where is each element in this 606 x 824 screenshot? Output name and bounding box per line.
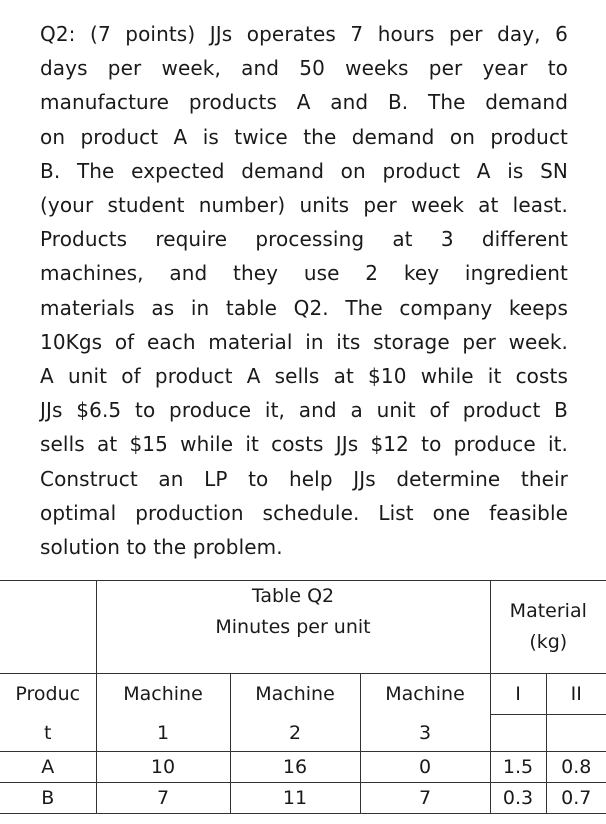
question-line: 10Kgs of each material in its storage per week. (40, 329, 568, 354)
question-line: manufacture products A and B. The demand (40, 90, 568, 115)
machine-2-number: 2 (230, 715, 360, 752)
machine-2-cell: 16 (230, 752, 360, 783)
machine-3-cell: 7 (360, 783, 490, 814)
table-corner-cell (0, 581, 96, 644)
material-1-cell: 0.3 (490, 783, 546, 814)
machine-1-number: 1 (96, 715, 230, 752)
product-cell: A (0, 752, 96, 783)
material-1-cell: 1.5 (490, 752, 546, 783)
machine-3-cell: 0 (360, 752, 490, 783)
table-caption-cell (96, 581, 490, 644)
table-empty-cell (490, 715, 546, 752)
question-line: optimal production schedule. List one feasible (40, 500, 568, 525)
material-2-cell: 0.7 (546, 783, 606, 814)
material-label: Material (509, 600, 587, 622)
material-1-header: I (490, 674, 546, 715)
minutes-per-unit-label: Minutes per unit (215, 616, 371, 638)
question-line: Products require processing at 3 different (40, 227, 568, 252)
machine-1-header: Machine (96, 674, 230, 715)
question-line: B. The expected demand on product A is SN (40, 158, 568, 183)
question-line: JJs $6.5 to produce it, and a unit of product B (40, 398, 568, 423)
question-line: machines, and they use 2 key ingredient (40, 261, 568, 286)
product-header: Produc (0, 674, 96, 715)
material-2-cell: 0.8 (546, 752, 606, 783)
machine-2-cell: 11 (230, 783, 360, 814)
material-2-header: II (546, 674, 606, 715)
machine-2-header: Machine (230, 674, 360, 715)
question-line: Q2: (7 points) JJs operates 7 hours per day, 6 (40, 22, 568, 46)
product-header-cont: t (0, 715, 96, 752)
machine-3-header: Machine (360, 674, 490, 715)
question-line: Construct an LP to help JJs determine their (40, 466, 568, 491)
question-line: sells at $15 while it costs JJs $12 to produce it. (40, 432, 568, 457)
table-empty-cell (0, 643, 96, 674)
question-line: days per week, and 50 weeks per year to (40, 56, 568, 81)
machine-1-cell: 10 (96, 752, 230, 783)
question-line: solution to the problem. (40, 535, 283, 560)
question-line: (your student number) units per week at least. (40, 193, 568, 218)
question-line: materials as in table Q2. The company keeps (40, 295, 568, 320)
machine-1-cell: 7 (96, 783, 230, 814)
question-text (40, 17, 568, 564)
question-line: A unit of product A sells at $10 while it costs (40, 364, 568, 389)
table-caption: Table Q2 (251, 585, 335, 607)
table-row (0, 783, 606, 814)
table-empty-cell (96, 643, 490, 674)
product-cell: B (0, 783, 96, 814)
question-line: on product A is twice the demand on product (40, 124, 568, 149)
table-empty-cell (546, 715, 606, 752)
table-row (0, 752, 606, 783)
table-q2 (0, 580, 606, 814)
material-unit-label: (kg) (529, 631, 568, 653)
material-header-cell (490, 581, 606, 674)
machine-3-number: 3 (360, 715, 490, 752)
